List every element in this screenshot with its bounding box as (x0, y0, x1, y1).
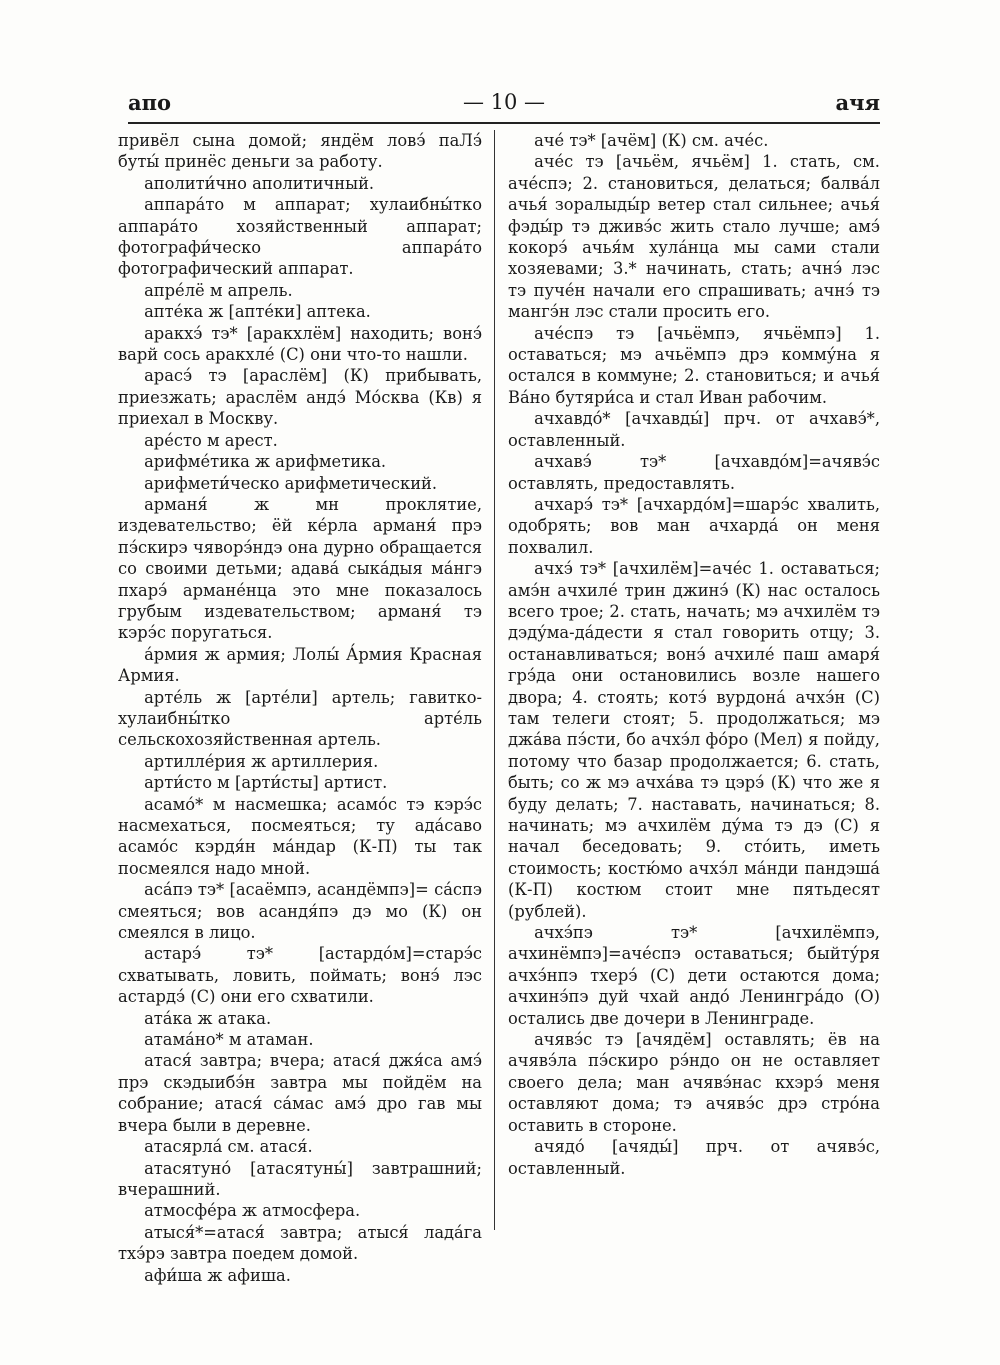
header-rule (128, 122, 880, 124)
dictionary-entry: аче́ тэ* [ачём] (К) см. аче́с. (534, 131, 769, 150)
dictionary-entry: арифме́тика ж арифметика. (144, 452, 387, 472)
dictionary-entry: атама́но* м атаман. (144, 1030, 314, 1050)
dictionary-entry: атася́ завтра; вчера; атася́ джя́са амэ́ прэ скэдыибэ́н завтра мы пойдём на собрание; атася́ са́мас амэ́ дро гав мы вчера были в деревне. (118, 1051, 482, 1135)
page-header (128, 90, 880, 120)
dictionary-entry: апте́ка ж [апте́ки] аптека. (144, 302, 371, 322)
dictionary-entry: асамо́* м насмешка; асамо́с тэ кэрэ́с насмехаться, посмеяться; ту ада́саво асамо́с кэрдя́н ма́ндар (К-П) ты так посмеялся надо мной. (118, 794, 482, 878)
right-column (508, 130, 880, 1250)
dictionary-entry: ачявэ́с тэ [ачядём] оставлять; ёв на ачявэ́ла пэ́скиро рэ́ндо он не оставляет своего дела; ман ачявэ́нас кхэрэ́ меня оставляют дома; тэ ачявэ́с дрэ стро́на оставить в стороне. (508, 1030, 880, 1135)
dictionary-entry: аса́пэ тэ* [асаёмпэ, асандёмпэ]= са́спэ смеяться; вов асандя́пэ дэ мо (К) он смеялся в лицо. (118, 880, 482, 943)
dictionary-entry: атасятуно́ [атасятуны́] завтрашний; вчерашний. (118, 1158, 482, 1199)
dictionary-entry: ачхэ́ тэ* [ачхилём]=аче́с 1. оставаться; амэ́н ачхиле́ трин джинэ́ (К) нас осталось всего трое; 2. стать, начать; мэ ачхилём тэ дэду́ма-да́дести я стал говорить отцу; 3. останавливаться; вонэ́ ачхиле́ паш амаря́ грэ́да они остановились возле нашего двора; 4. стоять; котэ́ вурдона́ ачхэ́н (С) там телеги стоят; 5. продолжаться; мэ джа́ва пэ́сти, бо ачхэ́л фо́ро (Мел) я пойду, потому что базар продолжается; 6. стать, быть; со ж мэ ачха́ва тэ цэрэ́ (К) что же я буду делать; 7. наставать, начинаться; 8. начинать; мэ ачхилём ду́ма тэ дэ (С) я начал беседовать; 9. сто́ить, иметь стоимость; костю́мо ачхэ́л ма́нди пандэша́ (К-П) костюм стоит мне пятьдесят (рублей). (508, 559, 880, 921)
dictionary-entry: арте́ль ж [арте́ли] артель; гавитко-хулаибны́тко арте́ль сельскохозяйственная артель. (118, 687, 482, 750)
page-number: — 10 — (462, 90, 546, 114)
dictionary-entry: аполити́чно аполитичный. (144, 173, 375, 193)
dictionary-entry: атасярла́ см. атася́. (144, 1137, 313, 1157)
left-guide-word: апо (128, 90, 171, 115)
dictionary-entry: ачхарэ́ тэ* [ачхардо́м]=шарэ́с хвалить, одобрять; вов ман ачхарда́ он меня похвалил. (508, 494, 880, 557)
column-divider (494, 130, 495, 1230)
dictionary-entry: аче́спэ тэ [ачьёмпэ, ячьёмпэ] 1. оставаться; мэ ачьёмпэ дрэ комму́на я остался в коммуне; 2. становиться; и ачья́ Ва́но бутяри́са и стал Иван рабочим. (508, 323, 880, 407)
dictionary-entry: аре́сто м арест. (144, 430, 278, 450)
dictionary-entry: арифмети́ческо арифметический. (144, 473, 438, 493)
dictionary-entry: атмосфе́ра ж атмосфера. (144, 1201, 361, 1221)
entry-continuation: привёл сына домой; яндём ловэ́ паЛэ́ буты́ принёс деньги за работу. (118, 131, 482, 172)
dictionary-entry: ата́ка ж атака. (144, 1008, 272, 1028)
dictionary-entry: ачхавдо́* [ачхавды́] прч. от ачхавэ́*, оставленный. (508, 409, 880, 450)
left-column (118, 130, 482, 1285)
dictionary-entry: артилле́рия ж артиллерия. (144, 751, 379, 771)
dictionary-entry: аче́с тэ [ачьём, ячьём] 1. стать, см. аче́спэ; 2. становиться, делаться; балва́л ачья́ зоралыды́р ветер стал сильнее; ачья́ фэды́р тэ дживэ́с жить стало лучше; амэ́ кокорэ́ ачья́м хула́нца мы сами стали хозяевами; 3.* начинать, стать; ачнэ́ лэс тэ пуче́н начали его спрашивать; ачнэ́ тэ мангэ́н лэс стали просить его. (508, 152, 880, 322)
dictionary-entry: аракхэ́ тэ* [аракхлём] находить; вонэ́ варй сось аракхле́ (С) они что-то нашли. (118, 323, 482, 365)
dictionary-entry: ачядо́ [ачяды́] прч. от ачявэ́с, оставленный. (508, 1137, 880, 1178)
dictionary-entry: атыся́*=атася́ завтра; атыся́ лада́га тхэ́рэ завтра поедем домой. (118, 1222, 482, 1264)
dictionary-entry: арти́сто м [арти́сты] артист. (144, 773, 388, 793)
dictionary-entry: ачхавэ́ тэ* [ачхавдо́м]=ачявэ́с оставлять, предоставлять. (508, 452, 880, 493)
dictionary-entry: арасэ́ тэ [араслём] (К) прибывать, приезжать; араслём андэ́ Мо́сква (Кв) я приехал в Москву. (118, 366, 482, 429)
dictionary-entry: а́рмия ж армия; Лолы́ А́рмия Красная Армия. (118, 644, 482, 686)
right-guide-word: ачя (835, 90, 880, 115)
dictionary-entry: аппара́то м аппарат; хулаибны́тко аппара́то хозяйственный аппарат; фотографи́ческо аппара́то фотографический аппарат. (118, 195, 482, 279)
dictionary-entry: афи́ша ж афиша. (144, 1265, 291, 1285)
dictionary-entry: астарэ́ тэ* [астардо́м]=старэ́с схватывать, ловить, поймать; вонэ́ лэс астардэ́ (С) они его схватили. (118, 944, 482, 1007)
dictionary-entry: ачхэ́пэ тэ* [ачхилёмпэ, ачхинёмпэ]=аче́спэ оставаться; быйту́ря ачхэ́нпэ тхерэ́ (С) дети остаются дома; ачхинэ́пэ дуй чхай андо́ Ленингра́до (О) остались две дочери в Ленинграде. (508, 923, 880, 1028)
dictionary-entry: арманя́ ж мн проклятие, издевательство; ёй ке́рла арманя́ прэ пэ́скирэ чяворэ́ндэ она дурно обращается со своими детьми; адава́ сыка́дыя ма́нгэ пхарэ́ армане́нца это мне показалось грубым издевательством; арманя́ тэ кэрэ́с поругаться. (118, 494, 482, 643)
dictionary-entry: апре́лё м апрель. (144, 280, 293, 300)
